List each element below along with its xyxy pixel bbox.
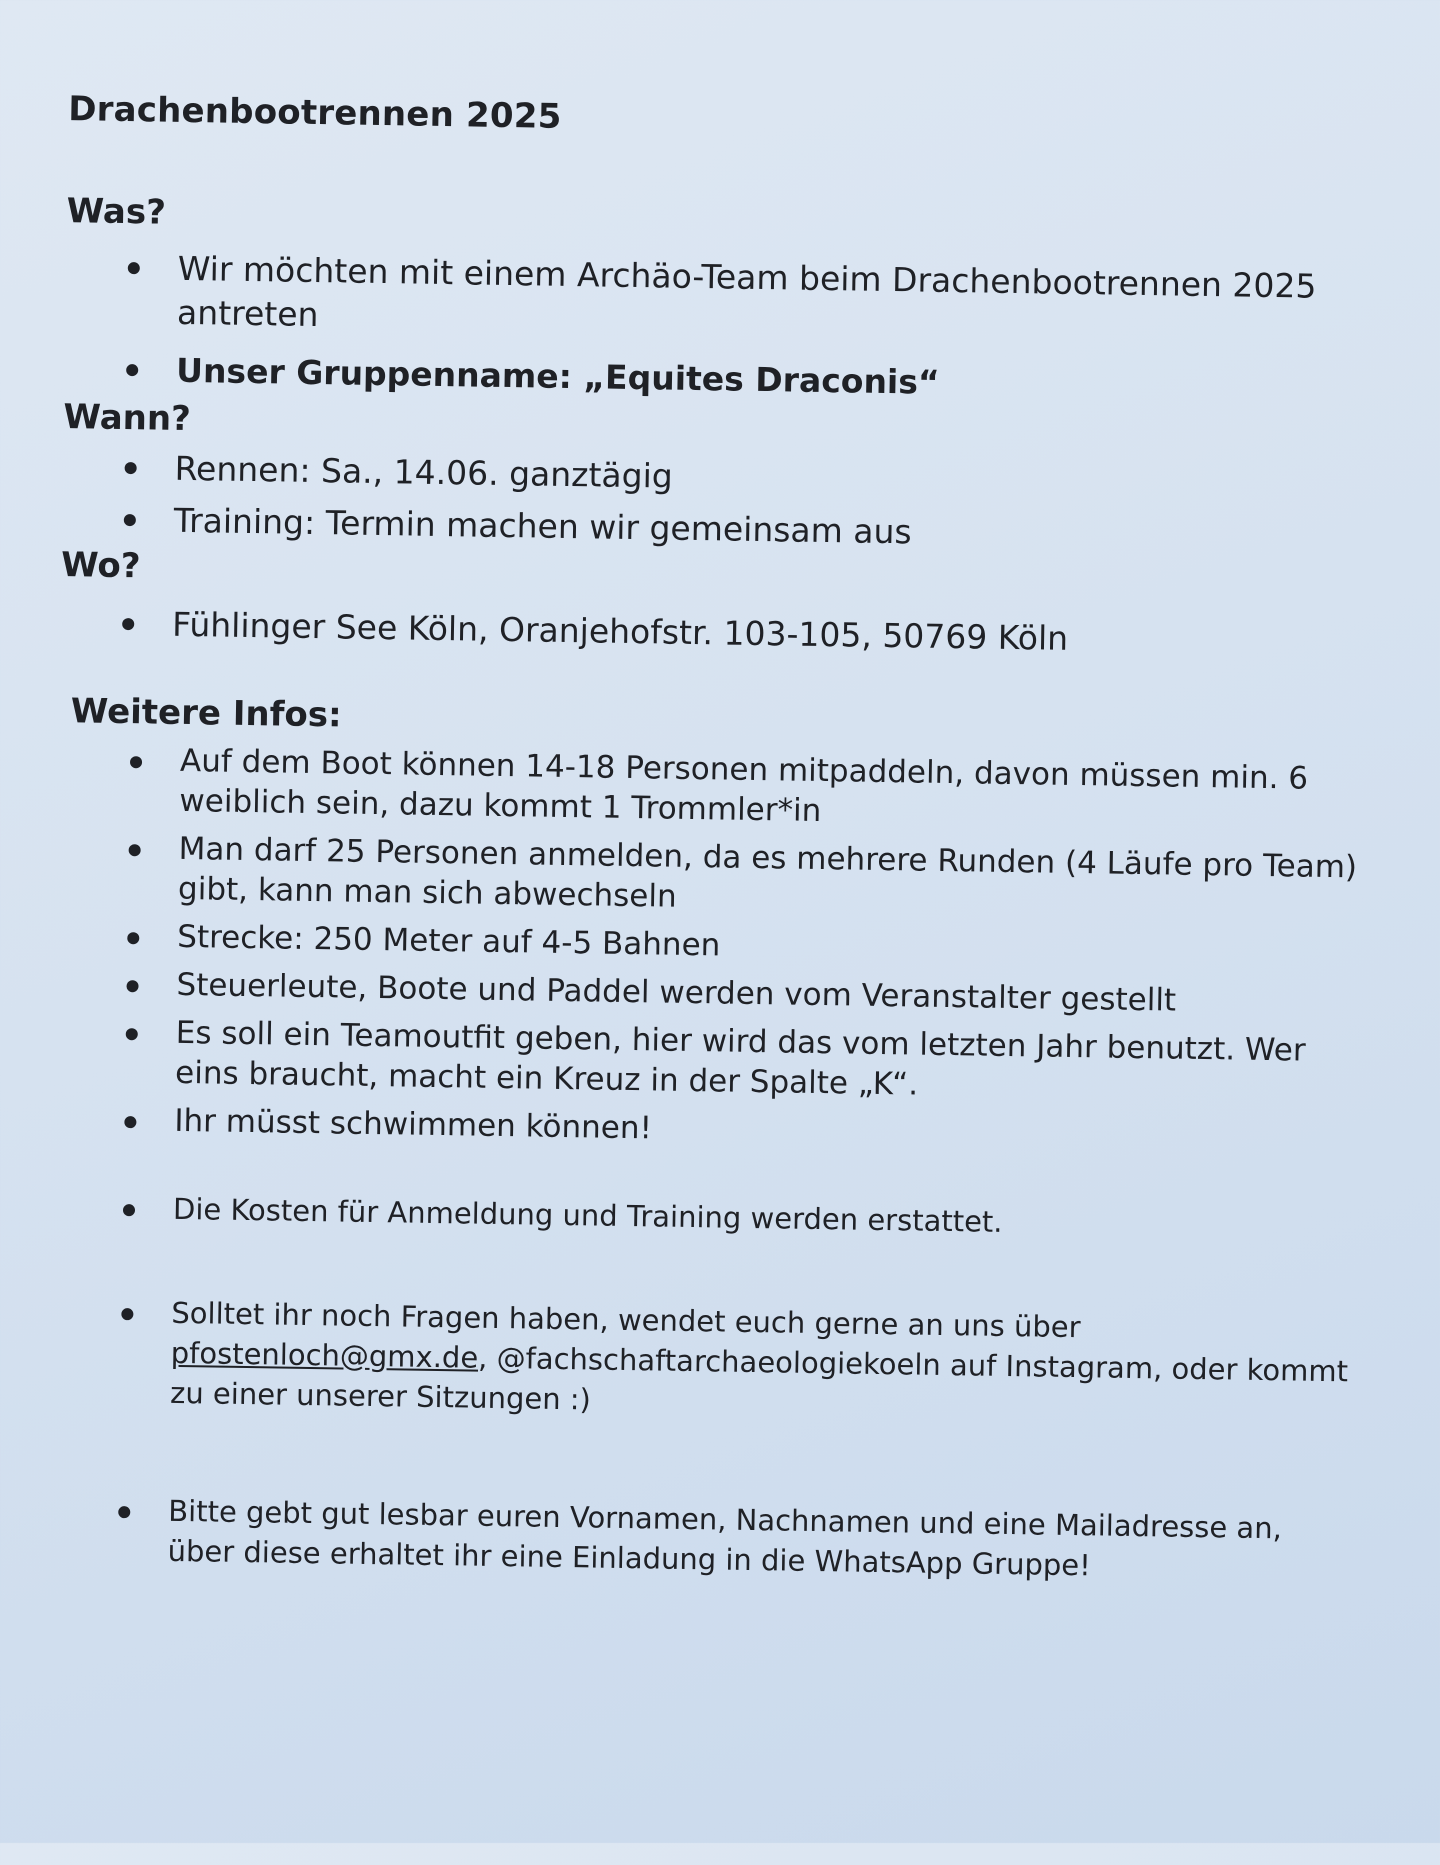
list-item: Strecke: 250 Meter auf 4-5 Bahnen	[65, 915, 1365, 975]
list-item-group-name: Unser Gruppenname: „Equites Draconis“	[64, 347, 1375, 412]
contact-email-link[interactable]: pfostenloch@gmx.de	[170, 1335, 479, 1375]
list-item: Wir möchten mit einem Archäo-Team beim Drachenbootrennen 2025 antreten	[65, 245, 1376, 354]
list-item: Training: Termin machen wir gemeinsam aus	[62, 497, 1373, 562]
list-item: Steuerleute, Boote und Paddel werden vom Veranstalter gestellt	[64, 963, 1364, 1023]
section-wann	[62, 397, 1374, 562]
list-item: Rennen: Sa., 14.06. ganztägig	[62, 445, 1373, 510]
bullet-list-infos	[55, 739, 1368, 1589]
section-heading-infos: Weitere Infos:	[70, 691, 342, 736]
list-item-final: Bitte gebt gut lesbar euren Vornamen, Nachnamen und eine Mailadresse an, über diese erhaltet ihr eine Einladung in die WhatsApp Gruppe!	[55, 1489, 1356, 1589]
contact-prefix: Solltet ihr noch Fragen haben, wendet euch gerne an uns über	[171, 1295, 1081, 1345]
list-item: Man darf 25 Personen anmelden, da es mehrere Runden (4 Läufe pro Team) gibt, kann man sich abwechseln	[66, 827, 1367, 927]
bullet-list-wann	[62, 445, 1373, 562]
bullet-list-was	[64, 245, 1376, 412]
section-wo	[60, 545, 1371, 666]
list-item: Es soll ein Teamoutfit geben, hier wird das vom letzten Jahr benutzt. Wer eins braucht, macht ein Kreuz in der Spalte „K“.	[63, 1011, 1364, 1111]
section-heading-wann: Wann?	[63, 397, 192, 440]
list-item: Auf dem Boot können 14-18 Personen mitpaddeln, davon müssen min. 6 weiblich sein, dazu kommt 1 Trommler*in	[67, 739, 1368, 839]
list-item: Die Kosten für Anmeldung und Training werden erstattet.	[61, 1187, 1361, 1247]
document-title: Drachenbootrennen 2025	[67, 89, 562, 137]
section-was	[64, 191, 1377, 412]
section-heading-was: Was?	[66, 191, 167, 233]
list-item: Fühlinger See Köln, Oranjehofstr. 103-105, 50769 Köln	[60, 601, 1371, 666]
contact-suffix: , @fachschaftarchaeologiekoeln auf Instagram, oder kommt zu einer unserer Sitzungen :)	[169, 1340, 1349, 1417]
list-item: Ihr müsst schwimmen können!	[62, 1099, 1362, 1159]
section-heading-wo: Wo?	[60, 545, 141, 587]
list-item-contact	[58, 1291, 1360, 1431]
bullet-list-wo	[60, 601, 1371, 666]
